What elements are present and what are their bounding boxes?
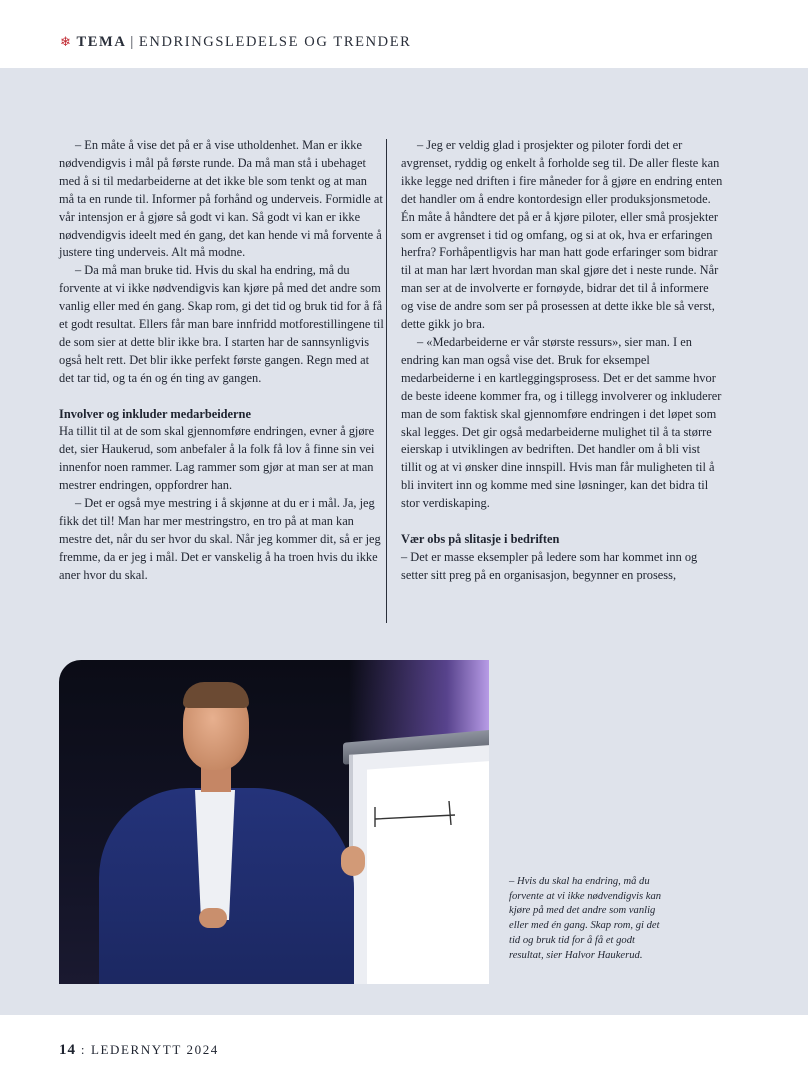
footer-separator: : xyxy=(80,1042,87,1057)
paragraph: – Da må man bruke tid. Hvis du skal ha endring, må du forvente at vi ikke nødvendigvis kan kjøre på med det andre som vanlig eller med én gang. Skap rom, gi det tid og bruk tid for å få et godt resultat. Ellers får man bare innfridd motforestillingene til de som sier at dette blir ikke bra. I starten har de sannsynligvis også helt rett. Det blir ikke perfekt første gangen. Regn med at det tar tid, og ta én og én ting av gangen. xyxy=(59,263,384,385)
section-topic: ENDRINGSLEDELSE OG TRENDER xyxy=(138,34,412,50)
paragraph: Ha tillit til at de som skal gjennomføre endringen, evner å gjøre det, sier Haukerud, som anbefaler å la folk få lov å finne sin vei innenfor noen rammer. Lag rammer som gjør at man ser at man mestrer endringen, oppfordrer han. xyxy=(59,424,375,493)
paragraph: – Det er masse eksempler på ledere som har kommet inn og setter sitt preg på en organisasjon, begynner en prosess, xyxy=(401,549,698,582)
speaker-hand xyxy=(341,846,365,876)
left-column xyxy=(59,137,384,585)
speaker-shirt xyxy=(195,790,235,920)
flipchart-sheet xyxy=(367,758,489,984)
subheading: Involver og inkluder medarbeiderne xyxy=(59,406,251,421)
publication-name: LEDERNYTT 2024 xyxy=(90,1042,219,1057)
photo-caption xyxy=(509,875,669,963)
subheading: Vær obs på slitasje i bedriften xyxy=(401,531,560,546)
speaker-hand xyxy=(199,908,227,928)
paragraph: – «Medarbeiderne er vår største ressurs», sier man. I en endring kan man også vise det. Bruk for eksempel medarbeiderne i en kartleggingsprosess. Det er det samme hvor de beste ideene kommer fra, og i tillegg involverer og inkluderer man de som faktisk skal gjennomføre endringen i det løpet som skal legges. Det gir også medarbeiderne mulighet til å ta større eierskap i utviklingen av bedriften. Det handler om å bli vist tillit og at vi ønsker dine innspill. Hvis man får muligheten til å bli invitert inn og komme med sine løsninger, kan det bidra til stor verdiskaping. xyxy=(401,334,722,511)
speaker-photo xyxy=(59,660,489,984)
section-label: TEMA xyxy=(76,34,127,50)
paragraph: – Det er også mye mestring i å skjønne at du er i mål. Ja, jeg fikk det til! Man har mer mestringstro, en tro på at man kan mestre det, når du ser hvor du skal. Når jeg kommer dit, så er jeg fremme, da er jeg i mål. Det er vanskelig å ha troen hvis du ikke aner hvor du skal. xyxy=(59,496,381,582)
right-column xyxy=(401,137,723,585)
caption-text: – Hvis du skal ha endring, må du forvente at vi ikke nødvendigvis kan kjøre på med det andre som vanlig eller med én gang. Skap rom, gi det tid og bruk tid for å få et godt resultat, sier Halvor Haukerud. xyxy=(509,876,662,961)
column-divider xyxy=(386,139,387,623)
page-header xyxy=(0,0,808,68)
speaker-hair xyxy=(183,682,249,708)
paragraph: – En måte å vise det på er å vise utholdenhet. Man er ikke nødvendigvis i mål på første runde. Da må man stå i ubehaget med å si til medarbeiderne at det ikke ble som tenkt og at man må ta en runde til. Informer på forhånd og underveis. Formidle at vår intensjon er å gjøre så godt vi kan. Så godt vi kan er ikke nødvendigvis ideelt med én gang, det kan hende vi må forvente å justere ting underveis. Alt må modne. xyxy=(59,138,383,260)
paragraph: – Jeg er veldig glad i prosjekter og piloter fordi det er avgrenset, ryddig og enkelt å forholde seg til. De aller fleste kan ikke legge ned driften i fire måneder for å gjøre en endring enten det handler om å endre kontordesign eller produksjonsmetode. Én måte å håndtere det på er å kjøre piloter, eller små prosjekter som er avgrenset i tid og omfang, og si at ok, hva er erfaringen herfra? Forhåpentligvis har man hatt gode erfaringer som bidrar til at man har lært hvordan man skal gjøre det i neste runde. Når man ser at de involverte er fornøyde, bidrar det til å informere og vise de andre som ser på prosessen at dette ikke ble så verst, dette gikk jo bra. xyxy=(401,138,723,332)
section-header xyxy=(60,34,411,51)
page-footer xyxy=(59,1042,219,1059)
page-number: 14 xyxy=(59,1042,76,1058)
snowflake-icon: ❄ xyxy=(60,34,73,49)
header-separator: | xyxy=(130,34,135,50)
flipchart-sketch xyxy=(359,795,469,845)
